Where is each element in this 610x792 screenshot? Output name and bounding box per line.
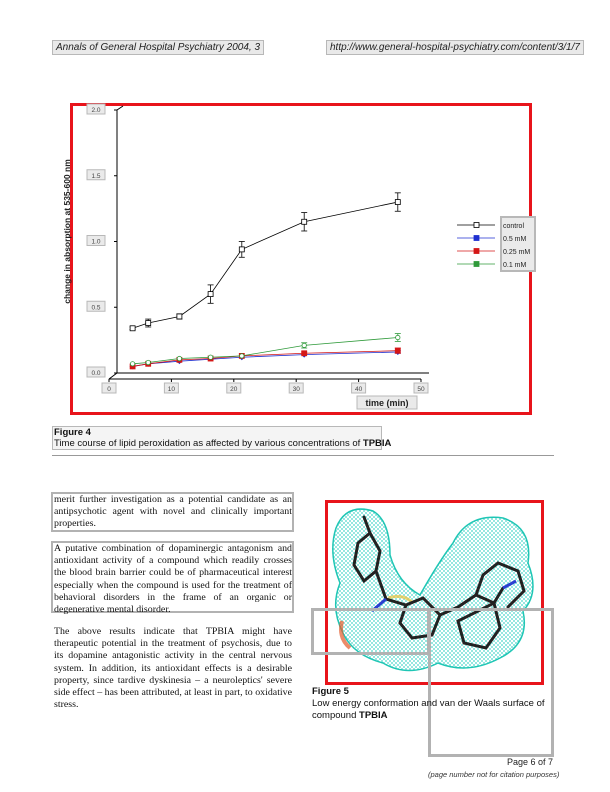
citation-note: (page number not for citation purposes): [428, 770, 560, 779]
legend-marker-3: [474, 262, 479, 267]
figure5-caption-text: Low energy conformation and van der Waals surface of compound: [312, 698, 545, 721]
paragraph-1: merit further investigation as a potential candidate as an antipsychotic agent with novel and clinically important properties.: [54, 494, 292, 530]
mask-box-left: [311, 608, 430, 655]
data-point: [146, 321, 151, 326]
page-number: Page 6 of 7: [507, 757, 554, 767]
legend-marker-1: [474, 236, 479, 241]
data-point: [239, 247, 244, 252]
data-point: [302, 343, 306, 347]
figure5-caption-compound: TPBIA: [359, 710, 388, 721]
url-header[interactable]: http://www.general-hospital-psychiatry.com/content/3/1/7: [326, 40, 584, 55]
legend-label-2: 0.25 mM: [503, 249, 531, 256]
x-tick-label: 10: [167, 386, 176, 393]
figure5-label: Figure 5: [312, 686, 349, 697]
data-point: [240, 354, 244, 358]
data-point: [208, 355, 212, 359]
paragraph-2: A putative combination of dopaminergic antagonism and antioxidant activity of a compound which readily crosses the blood brain barrier could be of pharmaceutical interest especially when the compound is used for the treatment of behavioral disorders in the frame of an organic or degenerative mental disorder.: [54, 543, 292, 616]
data-point: [395, 200, 400, 205]
data-point: [208, 292, 213, 297]
data-point: [177, 356, 181, 360]
legend-label-3: 0.1 mM: [503, 262, 527, 269]
x-tick-label: 40: [354, 386, 363, 393]
data-point: [130, 362, 134, 366]
legend-marker-2: [474, 249, 479, 254]
x-tick-label: 0: [107, 386, 111, 393]
x-tick-label: 20: [230, 386, 238, 393]
data-point: [302, 351, 307, 356]
mask-box-right: [428, 608, 554, 757]
y-tick-label: 2.0: [91, 107, 101, 114]
legend-marker-0: [474, 223, 479, 228]
paragraph-3: The above results indicate that TPBIA might have therapeutic potential in the treatment of psychosis, due to its dopamine antagonistic activity in the central nervous system. In addition, its antioxidant effects is a desirable property, since tardive dyskinesia – a neuroleptics' severe side effect – has been attributed, at least in part, to oxidative stress.: [54, 626, 292, 711]
data-point: [130, 326, 135, 331]
y-tick-label: 0.0: [91, 370, 101, 377]
journal-header: Annals of General Hospital Psychiatry 2004, 3: [52, 40, 264, 55]
x-tick-label: 50: [417, 386, 425, 393]
figure4-caption-compound: TPBIA: [362, 438, 392, 449]
figure4-divider: [52, 455, 554, 456]
y-tick-label: 1.5: [91, 172, 101, 180]
x-tick-label: 30: [292, 386, 300, 393]
data-point: [146, 360, 150, 364]
data-point: [395, 348, 400, 353]
legend-label-0: control: [503, 223, 525, 230]
legend-label-1: 0.5 mM: [503, 236, 527, 243]
figure4-label: Figure 4: [54, 427, 91, 438]
lipid-peroxidation-chart: [62, 106, 531, 412]
data-point: [177, 314, 182, 319]
figure5-caption: [312, 698, 554, 722]
data-point: [396, 335, 400, 339]
x-axis-label: time (min): [365, 398, 409, 408]
y-axis-label: change in absorption at 535-600 nm: [62, 159, 72, 304]
figure4-caption: [54, 438, 391, 449]
y-tick-label: 0.5: [91, 304, 101, 312]
data-point: [302, 219, 307, 224]
figure4-caption-text: Time course of lipid peroxidation as affected by various concentrations of: [54, 438, 363, 449]
y-tick-label: 1.0: [91, 238, 101, 246]
